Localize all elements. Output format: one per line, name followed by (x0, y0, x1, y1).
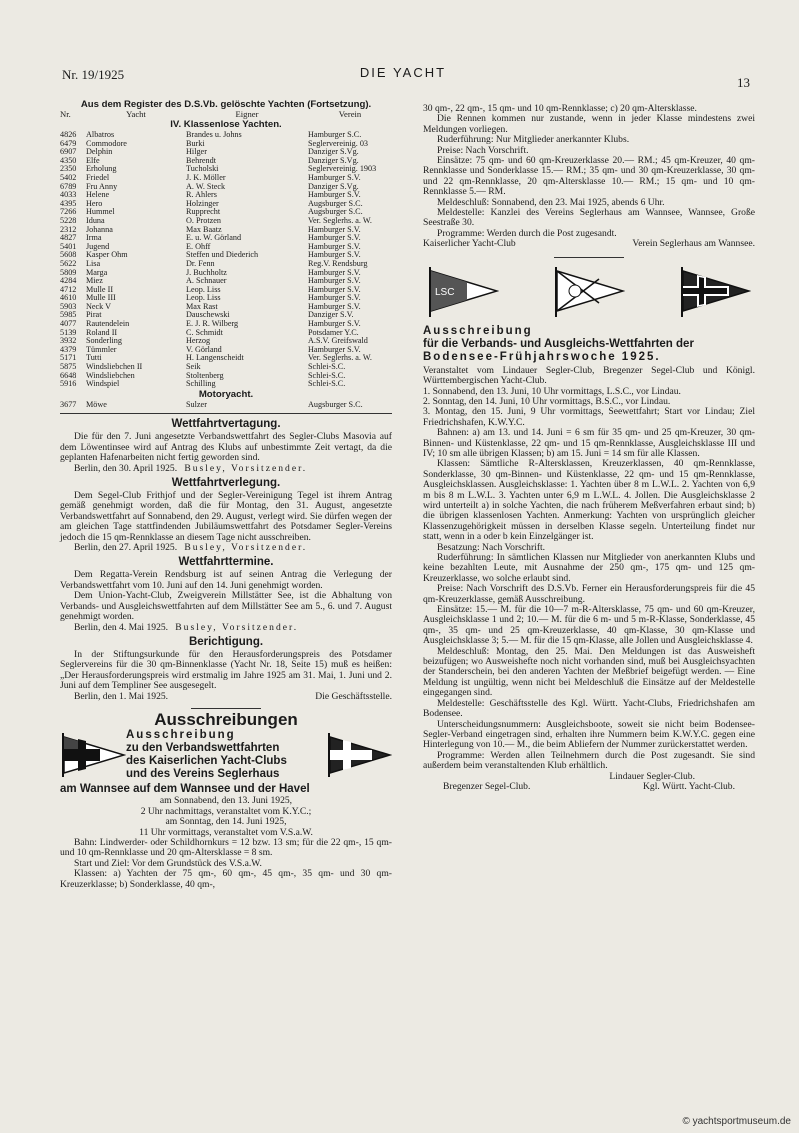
divider (191, 708, 261, 709)
row-yacht: Johanna (86, 225, 113, 234)
row-eigner: A. Schnauer (186, 277, 227, 286)
bodensee-title-2: Bodensee-Frühjahrswoche 1925. (423, 350, 661, 363)
vertagung-title: Wettfahrtvertagung. (171, 418, 281, 431)
table-row (60, 320, 392, 329)
bodensee-intro: Veranstaltet vom Lindauer Segler-Club, Bregenzer Segel-Club und Königl. Württembergischen Yacht-Club. (423, 364, 755, 387)
berichtigung-title: Berichtigung. (188, 635, 264, 648)
table-row (60, 277, 392, 286)
row-verein: A.S.V. Greifswald (308, 337, 368, 346)
table-row (60, 140, 392, 149)
bodensee-sign-1: Lindauer Segler-Club. (609, 770, 695, 782)
row-yacht: Windspiel (86, 380, 120, 389)
row-yacht: Hero (86, 199, 103, 208)
row-eigner: E. J. R. Wilberg (186, 320, 239, 329)
bodensee-besatzung: Besatzung: Nach Vorschrift. (437, 541, 546, 553)
table-row (60, 269, 392, 278)
bodensee-day-3: 3. Montag, den 15. Juni, 9 Uhr vormittags, Seewettfahrt; Start vor Lindau; Ziel Friedrichshafen, K.W.Y.C. (423, 406, 755, 428)
row-verein: Hamburger S.V. (308, 234, 361, 243)
verlegung-date: Berlin, den 27. April 1925. (74, 542, 178, 554)
row-yacht: Elfe (86, 156, 100, 165)
row-verein: Hamburger S.V. (308, 268, 361, 277)
col-nr: Nr. (60, 110, 71, 119)
row-eigner: Max Baatz (186, 225, 222, 234)
table-row (60, 294, 392, 303)
kwyc-pennant-icon (679, 265, 751, 319)
row-nr: 5875 (60, 363, 77, 372)
row-nr: 6907 (60, 148, 77, 157)
bodensee-preise: Preise: Nach Vorschrift des D.S.Vb. Ferner ein Herausforderungspreis für die 45 qm-Kreuzerklasse, gemäß Ausschreibung. (423, 583, 755, 605)
row-eigner: Behrendt (186, 156, 217, 165)
row-eigner: J. Buchholtz (186, 268, 227, 277)
row-nr: 2350 (60, 165, 77, 174)
lsc-label: LSC (435, 286, 455, 298)
row-verein: Hamburger S.V. (308, 251, 361, 260)
row-nr: 4610 (60, 294, 77, 303)
right-column (423, 104, 755, 792)
row-nr: 5228 (60, 216, 77, 225)
termine-date: Berlin, den 4. Mai 1925. (74, 621, 169, 633)
table-row (60, 191, 392, 200)
row-yacht: Helene (86, 191, 110, 200)
row-eigner: Rupprecht (186, 208, 221, 217)
row-verein: Hamburger S.C. (308, 131, 362, 139)
row-nr: 4826 (60, 131, 77, 139)
bodensee-sign-3: Kgl. Württ. Yacht-Club. (642, 780, 735, 792)
col-yacht: Yacht (126, 110, 146, 119)
bodensee-sign-2: Bregenzer Segel-Club. (443, 780, 531, 792)
termine-title: Wettfahrttermine. (178, 556, 274, 569)
table-row (60, 200, 392, 209)
row-verein: Danziger S.Vg. (308, 182, 359, 191)
bodensee-meldestelle: Meldestelle: Geschäftsstelle des Kgl. Württ. Yacht-Clubs, Friedrichshafen am Bodensee. (423, 697, 755, 720)
row-yacht: Sonderling (86, 337, 122, 346)
row-nr: 4712 (60, 285, 77, 294)
wannsee-meldeschluss: Meldeschluß: Sonnabend, den 23. Mai 1925, abends 6 Uhr. (437, 196, 665, 208)
row-nr: 6789 (60, 182, 77, 191)
table-row (60, 226, 392, 235)
wannsee-date-1: 2 Uhr nachmittags, veranstaltet vom K.Y.C.; (140, 805, 312, 817)
register-title: Aus dem Register des D.S.Vb. gelöschte Yachten (Fortsetzung). (80, 99, 372, 110)
row-eigner: Max Rast (186, 302, 218, 311)
bodensee-unterscheidung: Unterscheidungsnummern: Ausgleichsboote, soweit sie nicht beim Bodensee-Segler-Verband eingetragen sind, erhalten ihre Nummern beim K.W.Y.C. gegen eine Hinterlegung von 10.— M., die beim Abliefern der Nummer zurückerstattet werden. (423, 718, 755, 751)
table-row (60, 234, 392, 243)
wannsee-sign-right: Verein Seglerhaus am Wannsee. (632, 238, 755, 250)
row-eigner: Leop. Liss (186, 285, 221, 294)
wannsee-klassen: Klassen: a) Yachten der 75 qm-, 60 qm-, 45 qm-, 35 qm- und 30 qm-Kreuzerklasse; b) Sonderklasse, 40 qm-, (60, 868, 392, 890)
table-row (60, 337, 392, 346)
table-row (60, 148, 392, 157)
ausschreibungen-title: Ausschreibungen (154, 709, 298, 729)
verlegung-title: Wettfahrtverlegung. (171, 477, 281, 490)
register-table (60, 110, 392, 409)
row-yacht: Windsliebchen II (86, 363, 143, 372)
row-yacht: Mulle II (86, 285, 114, 294)
row-nr: 3932 (60, 337, 77, 346)
section-motoryacht: Motoryacht. (198, 388, 254, 400)
wannsee-title-3: und des Vereins Seglerhaus (126, 768, 280, 781)
row-yacht: Hummel (86, 208, 115, 217)
table-row (60, 372, 392, 381)
table-row (60, 165, 392, 174)
row-verein: Ver. Seglerhs. a. W. (308, 216, 372, 225)
table-row (60, 286, 392, 295)
berichtigung-sign: Die Geschäftsstelle. (315, 690, 392, 702)
row-eigner: Seik (186, 363, 201, 372)
wannsee-title-2: des Kaiserlichen Yacht-Clubs (126, 755, 287, 768)
row-yacht: Fru Anny (86, 182, 118, 191)
wannsee-sign-left: Kaiserlicher Yacht-Club (423, 238, 516, 250)
row-eigner: Schilling (186, 380, 216, 389)
row-verein: Danziger S.Vg. (308, 156, 359, 165)
divider (60, 413, 392, 414)
bodensee-programme: Programme: Werden allen Teilnehmern durch die Post zugesandt. Sie sind außerdem beim veranstaltenden Klub erhältlich. (423, 749, 755, 772)
vertagung-date: Berlin, den 30. April 1925. (74, 462, 178, 474)
row-verein: Schlei-S.C. (308, 363, 346, 372)
termine-text-2: Dem Union-Yacht-Club, Zweigverein Millstätter See, ist die Abhaltung von Verbands- und Ausgleichswettfahrten auf dem Millstätter See am 5., 6. und 7. August genehmigt worden. (60, 590, 392, 623)
bodensee-meldeschluss: Meldeschluß: Montag, den 25. Mai. Den Meldungen ist das Ausweisheft beizufügen; wo Ausweishefte noch nicht vorhanden sind, muß bei Ausgleichsyachten der Standerschein, bei den anderen Yachten der Meßbrief beigefügt werden. — Eine Meldung ist ungültig, wenn nicht bei Meldeschluß die Einsätze auf der Meldestelle eingegangen sind. (423, 645, 755, 699)
row-yacht: Tümmler (86, 345, 117, 354)
bodensee-bahnen: Bahnen: a) am 13. und 14. Juni = 6 sm für 35 qm- und 25 qm-Kreuzer, 30 qm-Binnen- und Küstenklasse, 22 qm- und 15 qm-Rennklasse, Ausgleichsklasse III und IV; 10 sm alle übrigen Klassen; b) am 15. Juni = 14 sm für alle Klassen. (423, 427, 755, 459)
row-yacht: Friedel (86, 173, 110, 182)
table-row (60, 401, 392, 410)
row-eigner: Dauschewski (186, 311, 230, 320)
row-eigner: Sulzer (186, 400, 207, 409)
page-number: 13 (737, 75, 750, 90)
row-nr: 5903 (60, 302, 77, 311)
row-nr: 2312 (60, 225, 77, 234)
row-nr: 5139 (60, 328, 77, 337)
table-row (60, 208, 392, 217)
row-eigner: Tucholski (186, 165, 219, 174)
kyc-pennant-icon (60, 731, 126, 779)
bsc-pennant-icon (553, 265, 625, 319)
row-eigner: Herzog (186, 337, 211, 346)
row-eigner: Burki (186, 139, 205, 148)
row-nr: 6479 (60, 139, 77, 148)
row-verein: Hamburger S.V. (308, 277, 361, 286)
row-yacht: Irma (86, 234, 102, 243)
bodensee-ruder: Ruderführung: In sämtlichen Klassen nur Mitglieder von anerkannten Klubs und keine bezahlten Leute, mit Ausnahme der 250 qm-, 175 qm- und 125 qm-Kreuzerklasse, wo solche erlaubt sind. (423, 552, 755, 584)
wannsee-date-0: am Sonnabend, den 13. Juni 1925, (159, 795, 293, 807)
bodensee-klassen: Klassen: Sämtliche R-Altersklassen, Kreuzerklassen, 40 qm-Rennklasse, Sonderklasse, 30 qm-Binnen- und Küstenklasse, 22 qm- und 15 qm-Rennklasse, Ausgleichsklassen. Ausgleichsklasse: 1. Yachten über 8 m L.W.L. 2. Yachten von 6,9 m bis 8 m L.W.L. 3. Yachten unter 6,9 m L.W.L. 4. Jollen. Die Ausgleichsklasse 2 wird unterteilt a) in solche Yachten, die nach früherem Meßverfahren erbaut sind; b) die übrigen klassenlosen Yachten. Anmerkung: Yachten von ursprünglich gleicher Klassenzugehörigkeit müssen in derselben Klasse segeln. Unterteilung findet nur statt, wenn in a oder b kein Einzelgänger ist. (423, 458, 755, 543)
row-eigner: Dr. Fenn (186, 259, 215, 268)
row-nr: 4077 (60, 320, 77, 329)
table-row (60, 311, 392, 320)
row-nr: 5916 (60, 380, 77, 389)
row-yacht: Rautendelein (86, 320, 130, 329)
table-row (60, 303, 392, 312)
row-eigner: V. Görland (186, 345, 222, 354)
row-verein: Hamburger S.V. (308, 285, 361, 294)
table-row (60, 217, 392, 226)
table-row (60, 260, 392, 269)
wannsee-einsaetze: Einsätze: 75 qm- und 60 qm-Kreuzerklasse 20.— RM.; 45 qm-Kreuzer, 40 qm-Rennklasse und Sonderklasse 15.— RM.; 35 qm- und 30 qm-Kreuzerklasse, 30 qm- und 22 qm-Rennklasse, 20 qm-Altersklasse 10.— RM.; 15 qm- und 10 qm-Rennklasse 5.— RM. (423, 155, 755, 198)
col-eigner: Eigner (235, 110, 259, 119)
row-nr: 3677 (60, 400, 77, 409)
bodensee-day-1: 1. Sonnabend, den 13. Juni, 10 Uhr vormittags, L.S.C., vor Lindau. (423, 385, 681, 397)
row-nr: 5809 (60, 268, 77, 277)
row-eigner: H. Langenscheidt (186, 354, 244, 363)
row-verein: Danziger S.V. (308, 311, 354, 320)
wannsee-preise: Preise: Nach Vorschrift. (437, 144, 529, 156)
row-yacht: Windsliebchen (86, 371, 135, 380)
row-nr: 4284 (60, 277, 77, 286)
bodensee-einsaetze: Einsätze: 15.— M. für die 10—7 m-R-Altersklasse, 75 qm- und 60 qm-Kreuzer, Ausgleichsklasse 1 und 2; 10.— M. für die 6 m- und 5 m-R-Klasse, Sonderklasse, 45 qm-, 35 qm- und 25 qm-Kreuzerklasse, 40 qm-Klasse, 30 qm-Klasse und Ausgleichsklasse 3; 5.— M. für die 15 qm-Klasse, alle Jollen und Ausgleichsklasse 4. (423, 604, 755, 647)
row-yacht: Delphin (86, 148, 113, 157)
wannsee-programme: Programme: Werden durch die Post zugesandt. (437, 227, 617, 239)
verlegung-sign: Busley, Vorsitzender. (184, 542, 308, 554)
row-yacht: Kasper Ohm (86, 251, 128, 260)
row-eigner: R. Ahlers (186, 191, 217, 200)
wannsee-rennen: Die Rennen kommen nur zustande, wenn in jeder Klasse mindestens zwei Meldungen vorliegen. (423, 113, 755, 135)
row-verein: Potsdamer Y.C. (308, 328, 359, 337)
bodensee-day-2: 2. Sonntag, den 14. Juni, 10 Uhr vormittags, B.S.C., vor Lindau. (423, 395, 671, 407)
section-klassenlose: IV. Klassenlose Yachten. (170, 119, 282, 130)
row-nr: 4395 (60, 199, 77, 208)
table-row (60, 174, 392, 183)
row-verein: Hamburger S.V. (308, 345, 361, 354)
divider (554, 257, 624, 258)
row-nr: 5985 (60, 311, 77, 320)
row-yacht: Möwe (86, 400, 107, 409)
issue-number: Nr. 19/1925 (62, 67, 125, 82)
row-eigner: Leop. Liss (186, 294, 221, 303)
wannsee-date-3: 11 Uhr vormittags, veranstaltet vom V.S.a.W. (139, 826, 313, 838)
row-eigner: J. K. Möller (186, 173, 226, 182)
row-nr: 7266 (60, 208, 77, 217)
row-verein: Hamburger S.V. (308, 191, 361, 200)
row-verein: Augsburger S.C. (308, 400, 363, 409)
row-yacht: Lisa (86, 259, 101, 268)
berichtigung-text: In der Stiftungsurkunde für den Herausforderungspreis des Potsdamer Seglervereins für die 30 qm-Binnenklasse (Yacht Nr. 18, Seite 15) muß es heißen: „Der Herausforderungspreis wird erstmalig im Jahre 1925 am 31. Mai, 1. Juni und 2. Juni auf dem Templiner See ausgesegelt. (60, 648, 392, 692)
row-nr: 4350 (60, 156, 77, 165)
row-nr: 4379 (60, 345, 77, 354)
bodensee-title-1: für die Verbands- und Ausgleichs-Wettfahrten der (423, 337, 694, 350)
vertagung-sign: Busley, Vorsitzender. (184, 462, 308, 474)
watermark: © yachtsportmuseum.de (682, 1116, 791, 1127)
wannsee-ruder: Ruderführung: Nur Mitglieder anerkannter Klubs. (437, 134, 630, 146)
row-yacht: Miez (86, 277, 103, 286)
table-row (60, 243, 392, 252)
row-nr: 4827 (60, 234, 77, 243)
row-nr: 6648 (60, 371, 77, 380)
termine-text-1: Dem Regatta-Verein Rendsburg ist auf seinen Antrag die Verlegung der Verbandswettfahrt vom 10. Juni auf den 14. Juni genehmigt worden. (60, 569, 392, 591)
row-eigner: Hilger (186, 148, 207, 157)
row-verein: Augsburger S.C. (308, 199, 363, 208)
row-yacht: Mulle III (86, 294, 116, 303)
wannsee-title-4: am Wannsee auf dem Wannsee und der Havel (60, 783, 310, 796)
row-eigner: O. Protzen (186, 216, 222, 225)
row-yacht: Commodore (86, 139, 127, 148)
row-eigner: C. Schmidt (186, 328, 223, 337)
row-yacht: Neck V (86, 302, 112, 311)
row-verein: Seglervereinig. 03 (308, 139, 369, 148)
row-verein: Schlei-S.C. (308, 371, 346, 380)
termine-sign: Busley, Vorsitzender. (175, 621, 299, 633)
row-eigner: Brandes u. Johns (186, 131, 242, 139)
row-yacht: Erholung (86, 165, 117, 174)
wannsee-klassen-cont: 30 qm-, 22 qm-, 15 qm- und 10 qm-Rennklasse; c) 20 qm-Altersklasse. (423, 103, 697, 114)
wannsee-date-2: am Sonntag, den 14. Juni 1925, (165, 816, 287, 828)
table-row (60, 346, 392, 355)
row-verein: Schlei-S.C. (308, 380, 346, 389)
row-nr: 5401 (60, 242, 77, 251)
row-nr: 5622 (60, 259, 77, 268)
row-verein: Hamburger S.V. (308, 302, 361, 311)
left-column (60, 100, 392, 890)
row-yacht: Roland II (86, 328, 118, 337)
lsc-pennant-icon (427, 265, 499, 319)
table-row (60, 131, 392, 140)
row-yacht: Albatros (86, 131, 115, 139)
wannsee-meldestelle: Meldestelle: Kanzlei des Vereins Seglerhaus am Wannsee, Wannsee, Große Seestraße 30. (423, 207, 755, 229)
row-verein: Hamburger S.V. (308, 320, 361, 329)
row-yacht: Iduna (86, 216, 105, 225)
wannsee-start: Start und Ziel: Vor dem Grundstück des V.S.a.W. (74, 857, 262, 869)
row-eigner: Holzinger (186, 199, 219, 208)
row-eigner: E. u. W. Görland (186, 234, 242, 243)
row-verein: Hamburger S.V. (308, 173, 361, 182)
row-eigner: Stoltenberg (186, 371, 224, 380)
table-row (60, 157, 392, 166)
row-nr: 4033 (60, 191, 77, 200)
col-verein: Verein (338, 110, 362, 119)
berichtigung-date: Berlin, den 1. Mai 1925. (74, 690, 169, 702)
table-row (60, 380, 392, 389)
magazine-title: DIE YACHT (359, 65, 447, 80)
table-row (60, 363, 392, 372)
verlegung-text: Dem Segel-Club Frithjof und der Segler-Vereinigung Tegel ist ihrem Antrag gemäß genehmigt worden, daß die für Montag, den 31. August, angesetzte Verbandswettfahrt auf Sonnabend, den 29. August, verlegt wird. Sie dürfen wegen der am gleichen Tage stattfindenden Jubiläumswettfahrt des Potsdamer Segler-Vereins jedoch die 15 qm-Rennklasse an diesem Tage nicht ausschreiben. (60, 490, 392, 543)
row-eigner: A. W. Steck (186, 182, 226, 191)
row-yacht: Jugend (86, 242, 110, 251)
row-nr: 5402 (60, 173, 77, 182)
table-row (60, 354, 392, 363)
bodensee-title-0: Ausschreibung (423, 324, 533, 337)
row-yacht: Tutti (86, 354, 102, 363)
row-verein: Hamburger S.V. (308, 225, 361, 234)
row-nr: 5608 (60, 251, 77, 260)
row-verein: Seglervereinig. 1903 (308, 165, 377, 174)
row-verein: Ver. Seglerhs. a. W. (308, 354, 372, 363)
row-eigner: E. Ohff (186, 242, 211, 251)
row-verein: Augsburger S.C. (308, 208, 363, 217)
row-yacht: Pirat (86, 311, 102, 320)
row-verein: Danziger S.Vg. (308, 148, 359, 157)
row-yacht: Marga (86, 268, 108, 277)
row-verein: Hamburger S.V. (308, 294, 361, 303)
row-verein: Hamburger S.V. (308, 242, 361, 251)
wannsee-title-0: Ausschreibung (126, 729, 236, 742)
table-row (60, 183, 392, 192)
table-row (60, 251, 392, 260)
wannsee-title-1: zu den Verbandswettfahrten (126, 742, 280, 755)
row-verein: Reg.V. Rendsburg (308, 259, 368, 268)
vsaw-pennant-icon (326, 731, 392, 779)
row-nr: 5171 (60, 354, 77, 363)
wannsee-bahn: Bahn: Lindwerder- oder Schildhornkurs = 12 bzw. 13 sm; für die 22 qm-, 15 qm- und 10 qm-Rennklasse und 20 qm-Altersklasse = 8 sm. (60, 836, 392, 859)
row-eigner: Steffen und Diederich (186, 251, 259, 260)
table-row (60, 329, 392, 338)
vertagung-text: Die für den 7. Juni angesetzte Verbandswettfahrt des Segler-Clubs Masovia auf dem Löwentinsee wird auf Antrag des Klubs auf unbestimmte Zeit vertagt, da die geplanten Hafenarbeiten nicht fertig geworden sind. (60, 431, 392, 464)
